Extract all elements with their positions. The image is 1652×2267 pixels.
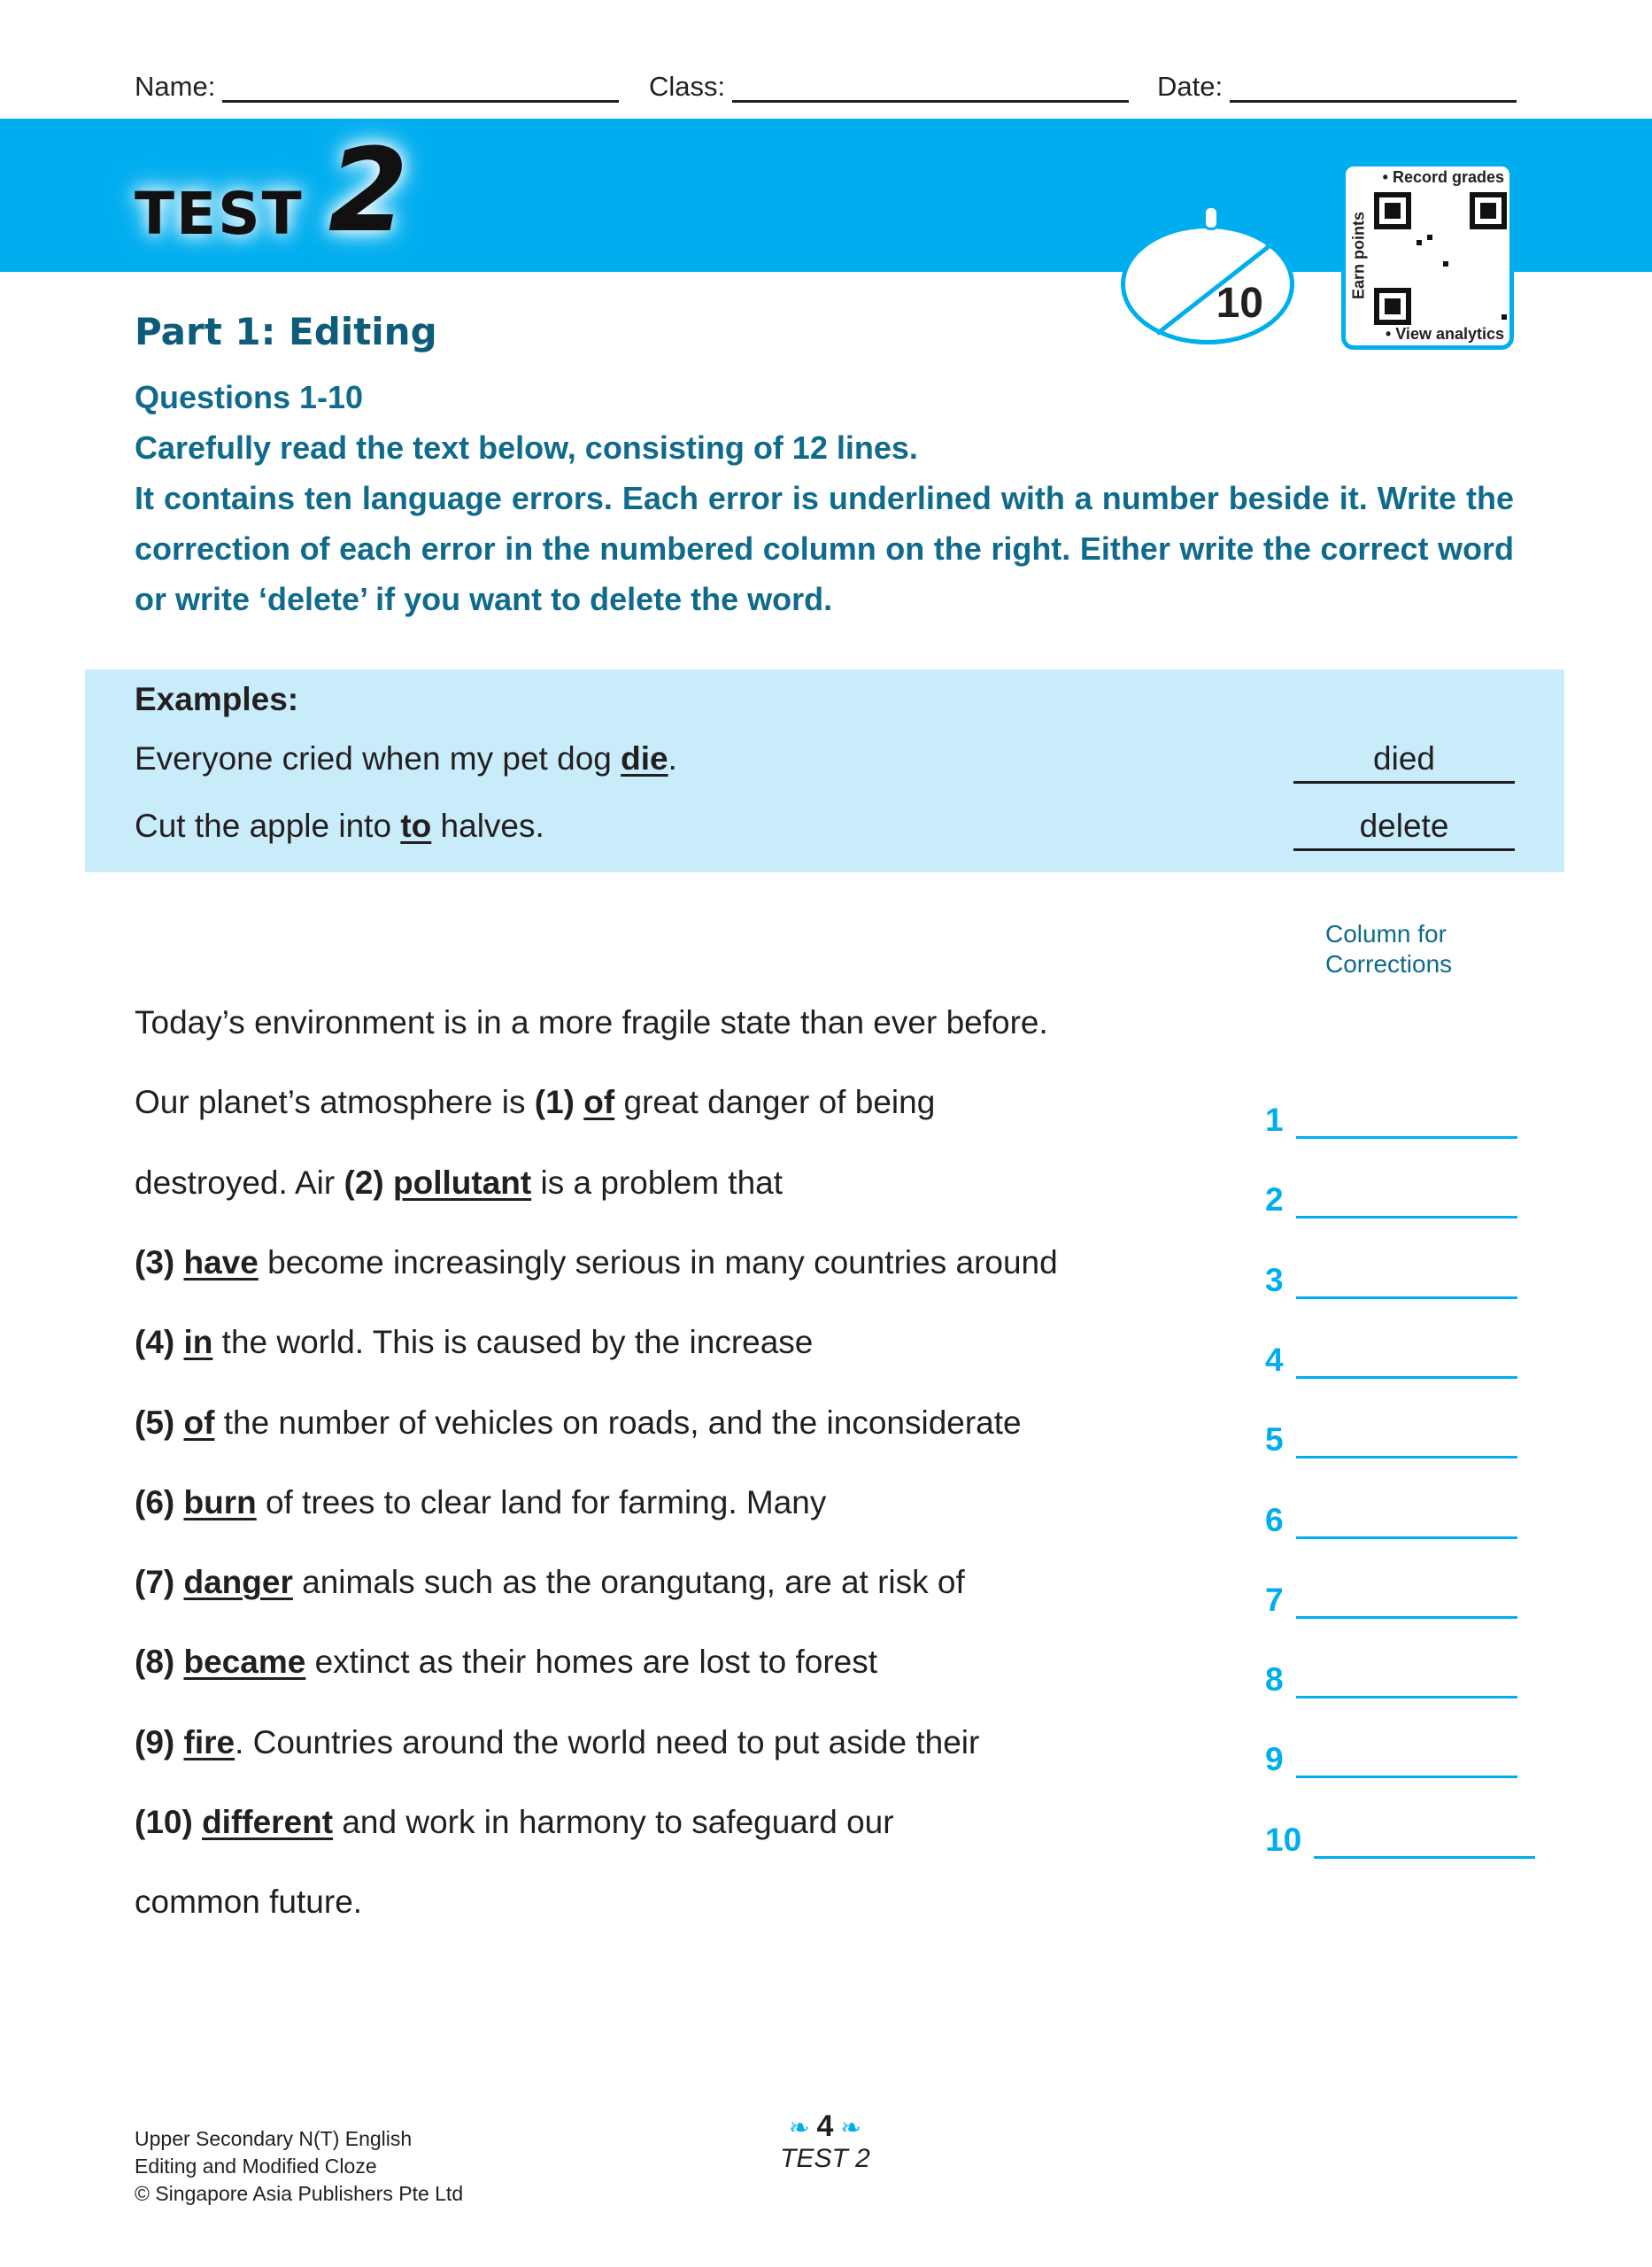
- error-word: danger: [183, 1564, 293, 1601]
- error-word: in: [183, 1324, 213, 1361]
- test-title: [135, 123, 409, 258]
- answer-number: 8: [1265, 1661, 1284, 1698]
- answer-field-5[interactable]: [1265, 1421, 1517, 1458]
- answer-number: 6: [1265, 1501, 1284, 1538]
- qr-top-label: • Record grades: [1382, 168, 1504, 186]
- example-answer: died: [1293, 740, 1515, 784]
- date-line[interactable]: [1230, 74, 1517, 103]
- question-number: (4): [135, 1324, 184, 1361]
- passage-line: (8) became extinct as their homes are lost to forest: [135, 1644, 878, 1681]
- question-number: (10): [135, 1804, 203, 1840]
- question-number: (7): [135, 1564, 184, 1601]
- answer-number: 2: [1265, 1181, 1284, 1219]
- date-field[interactable]: [1157, 71, 1517, 103]
- answer-number: 3: [1265, 1261, 1284, 1298]
- passage-line: Our planet’s atmosphere is (1) of great danger of being: [135, 1084, 936, 1121]
- score-total: 10: [1216, 280, 1263, 327]
- example-error: to: [400, 808, 432, 844]
- name-label: Name:: [135, 71, 216, 102]
- error-word: burn: [183, 1483, 257, 1520]
- answer-line[interactable]: [1296, 1270, 1517, 1299]
- answer-line[interactable]: [1296, 1590, 1517, 1619]
- decorative-swirl-icon: ❧: [840, 2114, 861, 2141]
- tag-hook-icon: [1203, 205, 1219, 230]
- qr-bottom-label: • View analytics: [1385, 325, 1504, 343]
- answer-number: 5: [1265, 1421, 1284, 1458]
- test-word: TEST: [135, 180, 304, 248]
- answer-number: 7: [1265, 1581, 1284, 1618]
- example-sentence: Cut the apple into to halves.: [135, 808, 544, 844]
- answer-field-7[interactable]: [1265, 1582, 1517, 1619]
- decorative-swirl-icon: ❧: [789, 2114, 810, 2141]
- answer-field-1[interactable]: [1265, 1102, 1517, 1139]
- answer-line[interactable]: [1296, 1510, 1517, 1539]
- error-word: of: [583, 1084, 615, 1121]
- question-number: (9): [135, 1723, 184, 1760]
- class-label: Class:: [649, 71, 726, 102]
- question-number: (2): [344, 1164, 394, 1201]
- class-line[interactable]: [732, 74, 1129, 103]
- corrections-column-heading: Column for Corrections: [1325, 920, 1453, 978]
- answer-number: 1: [1265, 1102, 1284, 1138]
- instruction-line-2: It contains ten language errors. Each error is underlined with a number beside it. Write the correction of each error in the numbered column on the right. Either write the correct word or write ‘delete’ if you want to delete the word.: [135, 480, 1514, 617]
- passage-line: (7) danger animals such as the orangutang, are at risk of: [135, 1564, 965, 1601]
- qr-card[interactable]: [1341, 162, 1514, 350]
- instructions: [135, 372, 1514, 624]
- instruction-line-1: Carefully read the text below, consisting of 12 lines.: [135, 429, 918, 466]
- page-label: TEST 2: [780, 2144, 870, 2173]
- footer-line-3: © Singapore Asia Publishers Pte Ltd: [135, 2182, 464, 2205]
- passage-line: Today’s environment is in a more fragile state than ever before.: [135, 1004, 1048, 1041]
- answer-line[interactable]: [1296, 1110, 1517, 1139]
- passage-line: common future.: [135, 1884, 363, 1921]
- footer-line-2: Editing and Modified Cloze: [135, 2155, 377, 2178]
- answer-field-9[interactable]: [1265, 1741, 1517, 1778]
- answer-number: 10: [1265, 1821, 1302, 1858]
- question-number: (6): [135, 1483, 184, 1520]
- example-sentence: Everyone cried when my pet dog die.: [135, 740, 677, 777]
- answer-field-8[interactable]: [1265, 1661, 1517, 1698]
- date-label: Date:: [1157, 71, 1224, 102]
- example-error: die: [621, 740, 668, 777]
- answer-line[interactable]: [1314, 1830, 1535, 1859]
- answer-field-6[interactable]: [1265, 1502, 1517, 1539]
- answer-line[interactable]: [1296, 1429, 1517, 1458]
- passage-line: (4) in the world. This is caused by the increase: [135, 1324, 814, 1361]
- error-word: different: [202, 1804, 334, 1840]
- answer-number: 4: [1265, 1341, 1284, 1378]
- example-answer: delete: [1293, 808, 1515, 851]
- footer-credits: [135, 2125, 463, 2208]
- name-line[interactable]: [222, 74, 619, 103]
- answer-line[interactable]: [1296, 1749, 1517, 1778]
- name-field[interactable]: [135, 71, 619, 103]
- passage-line: destroyed. Air (2) pollutant is a problem that: [135, 1164, 784, 1201]
- answer-field-2[interactable]: [1265, 1181, 1517, 1219]
- error-word: pollutant: [393, 1164, 532, 1201]
- question-number: (3): [135, 1243, 184, 1281]
- answer-field-4[interactable]: [1265, 1342, 1517, 1379]
- passage-line: (9) fire. Countries around the world need to put aside their: [135, 1723, 980, 1760]
- error-word: became: [183, 1644, 306, 1681]
- page-number-block: [770, 2109, 880, 2174]
- score-tag: [1121, 224, 1294, 344]
- question-number: (8): [135, 1644, 184, 1681]
- error-word: have: [183, 1243, 259, 1281]
- error-word: of: [183, 1404, 215, 1441]
- answer-line[interactable]: [1296, 1669, 1517, 1698]
- test-number: 2: [328, 123, 409, 258]
- examples-box: [85, 669, 1564, 872]
- answer-field-10[interactable]: [1265, 1822, 1535, 1859]
- passage-line: (3) have become increasingly serious in many countries around: [135, 1243, 1058, 1281]
- question-number: (5): [135, 1404, 184, 1441]
- answer-number: 9: [1265, 1741, 1284, 1778]
- examples-heading: Examples:: [135, 681, 299, 717]
- qr-code-icon[interactable]: [1374, 191, 1507, 326]
- passage-line: (5) of the number of vehicles on roads, and the inconsiderate: [135, 1404, 1022, 1441]
- part-title: Part 1: Editing: [135, 310, 437, 353]
- footer-line-1: Upper Secondary N(T) English: [135, 2127, 413, 2150]
- class-field[interactable]: [649, 71, 1129, 103]
- passage-line: (10) different and work in harmony to safeguard our: [135, 1804, 894, 1840]
- passage-line: (6) burn of trees to clear land for farming. Many: [135, 1483, 827, 1520]
- page-number: 4: [816, 2109, 834, 2143]
- qr-side-label: Earn points: [1349, 212, 1368, 300]
- question-number: (1): [534, 1084, 584, 1121]
- answer-line[interactable]: [1296, 1189, 1517, 1219]
- answer-line[interactable]: [1296, 1350, 1517, 1379]
- answer-field-3[interactable]: [1265, 1262, 1517, 1299]
- questions-range: Questions 1-10: [135, 379, 364, 415]
- error-word: fire: [183, 1723, 235, 1760]
